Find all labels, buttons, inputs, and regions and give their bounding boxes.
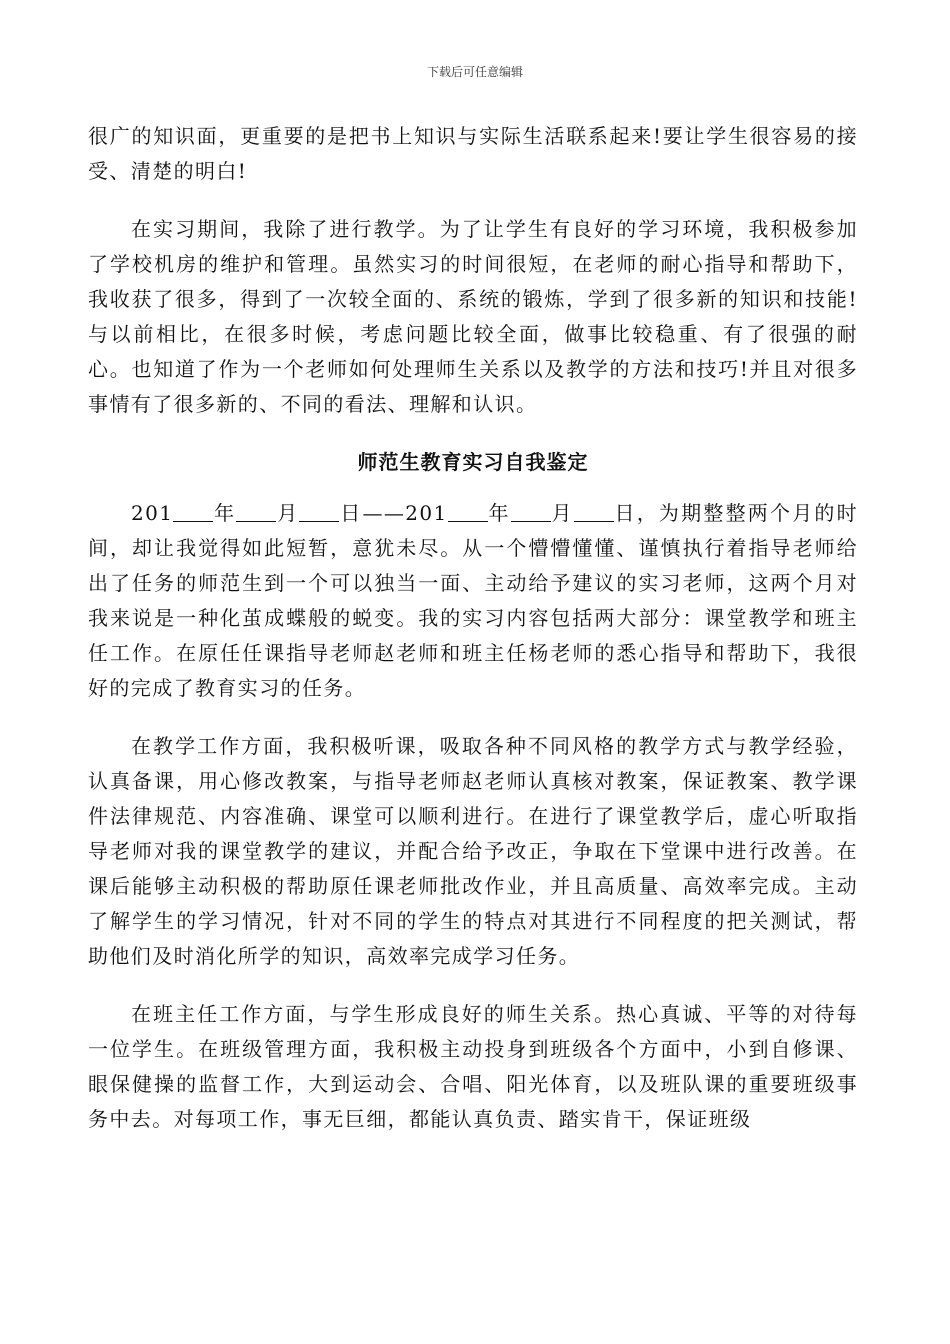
date-day-dash: 日——201 xyxy=(339,501,448,525)
paragraph-class-teacher-work: 在班主任工作方面，与学生形成良好的师生关系。热心真诚、平等的对待每一位学生。在班级管理方面，我积极主动投身到班级各个方面中，小到自修课、眼保健操的监督工作，大到运动会、合唱、阳光体育，以及班队课的重要班级事务中去。对每项工作，事无巨细，都能认真负责、踏实肯干，保证班级 xyxy=(88,1002,858,1131)
document-body xyxy=(88,119,858,1137)
date-start-year: 201 xyxy=(131,501,174,525)
section-title: 师范生教育实习自我鉴定 xyxy=(357,450,589,474)
blank-month-2 xyxy=(511,501,551,522)
date-month-label: 月 xyxy=(276,501,300,525)
date-year-label-2: 年 xyxy=(487,501,511,525)
date-year-label: 年 xyxy=(213,501,237,525)
paragraph-internship-period: 在实习期间，我除了进行教学。为了让学生有良好的学习环境，我积极参加了学校机房的维护和管理。虽然实习的时间很短，在老师的耐心指导和帮助下，我收获了很多，得到了一次较全面的、系统的锻炼，学到了很多新的知识和技能!与以前相比，在很多时候，考虑问题比较全面，做事比较稳重、有了很强的耐心。也知道了作为一个老师如何处理师生关系以及教学的方法和技巧!并且对很多事情有了很多新的、不同的看法、理解和认识。 xyxy=(88,217,858,416)
blank-day-1 xyxy=(299,501,339,522)
page-header: 下载后可任意编辑 xyxy=(426,65,523,79)
blank-day-2 xyxy=(574,501,614,522)
blank-month-1 xyxy=(236,501,276,522)
date-month-label-2: 月 xyxy=(550,501,574,525)
date-paragraph-rest: 时间，却让我觉得如此短暂，意犹未尽。从一个懵懵懂懂、谨慎执行着指导老师给出了任务的师范生到一个可以独当一面、主动给予建议的实习老师，这两个月对我来说是一种化茧成蝶般的蜕变。我的实习内容包括两大部分：课堂教学和班主任工作。在原任任课指导老师赵老师和班主任杨老师的悉心指导和帮助下，我很好的完成了教育实习的任务。 xyxy=(88,501,859,700)
blank-year-1 xyxy=(173,501,213,522)
paragraph-continuation: 很广的知识面，更重要的是把书上知识与实际生活联系起来!要让学生很容易的接受、清楚的明白! xyxy=(88,124,858,183)
blank-year-2 xyxy=(448,501,488,522)
date-day-end: 日，为期整整两个月的 xyxy=(613,501,837,525)
paragraph-date-intro xyxy=(88,496,858,706)
paragraph-teaching-work: 在教学工作方面，我积极听课，吸取各种不同风格的教学方式与教学经验，认真备课，用心修改教案，与指导老师赵老师认真核对教案，保证教案、教学课件法律规范、内容准确、课堂可以顺利进行。在进行了课堂教学后，虚心听取指导老师对我的课堂教学的建议，并配合给予改正，争取在下堂课中进行改善。在课后能够主动积极的帮助原任课老师批改作业，并且高质量、高效率完成。主动了解学生的学习情况，针对不同的学生的特点对其进行不同程度的把关测试，帮助他们及时消化所学的知识，高效率完成学习任务。 xyxy=(88,734,858,968)
